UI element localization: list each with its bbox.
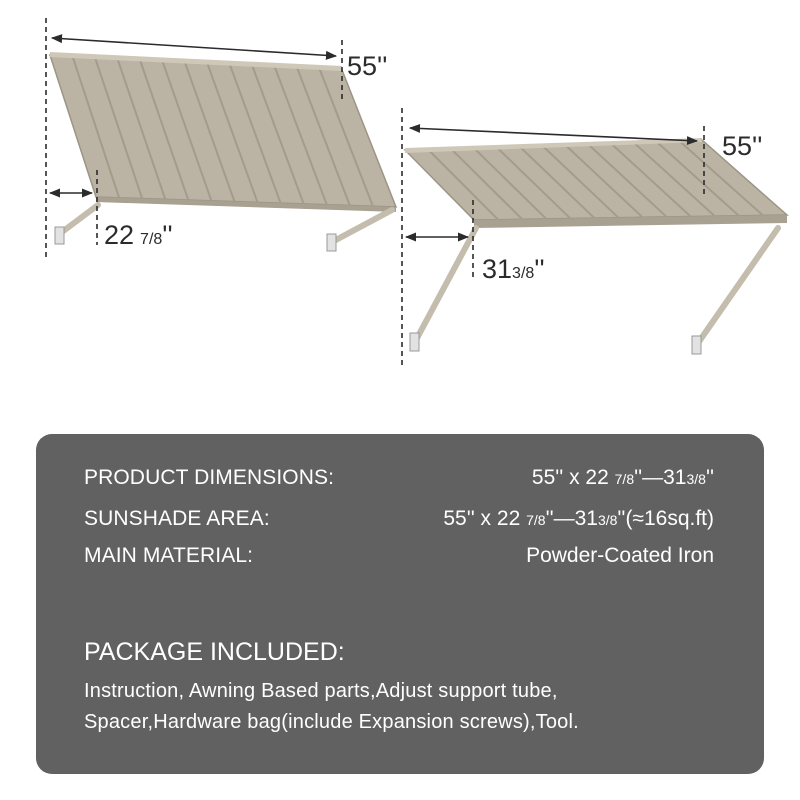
left-depth-label: 22 7/8'' bbox=[104, 220, 173, 250]
package-title: PACKAGE INCLUDED: bbox=[84, 638, 345, 666]
main-material-label: MAIN MATERIAL: bbox=[84, 544, 254, 567]
package-line-2: Spacer,Hardware bag(include Expansion screws),Tool. bbox=[84, 711, 579, 733]
product-dimensions-value: 55'' x 22 7/8''—313/8'' bbox=[531, 466, 714, 489]
right-wall-bracket-left bbox=[410, 333, 419, 351]
left-support-arm-right bbox=[332, 210, 392, 242]
right-depth-label: 313/8'' bbox=[482, 254, 545, 284]
right-awning bbox=[405, 138, 787, 354]
right-support-arm-right bbox=[698, 228, 778, 343]
spec-row-sunshade-area bbox=[84, 507, 714, 537]
left-awning bbox=[50, 52, 396, 251]
spec-row-product-dimensions bbox=[84, 466, 714, 496]
right-wall-bracket-right bbox=[692, 336, 701, 354]
spec-panel bbox=[36, 434, 764, 774]
left-width-label: 55'' bbox=[347, 51, 388, 81]
main-material-value: Powder-Coated Iron bbox=[526, 544, 714, 567]
sunshade-area-value: 55'' x 22 7/8''—313/8''(≈16sq.ft) bbox=[443, 507, 714, 530]
right-support-arm-left bbox=[416, 228, 476, 340]
left-wall-bracket-right bbox=[327, 234, 336, 251]
right-width-label: 55'' bbox=[722, 131, 763, 161]
sunshade-area-label: SUNSHADE AREA: bbox=[84, 507, 270, 530]
spec-row-main-material bbox=[84, 544, 714, 574]
package-line-1: Instruction, Awning Based parts,Adjust support tube, bbox=[84, 680, 558, 702]
left-wall-bracket-left bbox=[55, 227, 64, 244]
left-support-arm-left bbox=[62, 205, 98, 232]
product-dimensions-label: PRODUCT DIMENSIONS: bbox=[84, 466, 335, 489]
